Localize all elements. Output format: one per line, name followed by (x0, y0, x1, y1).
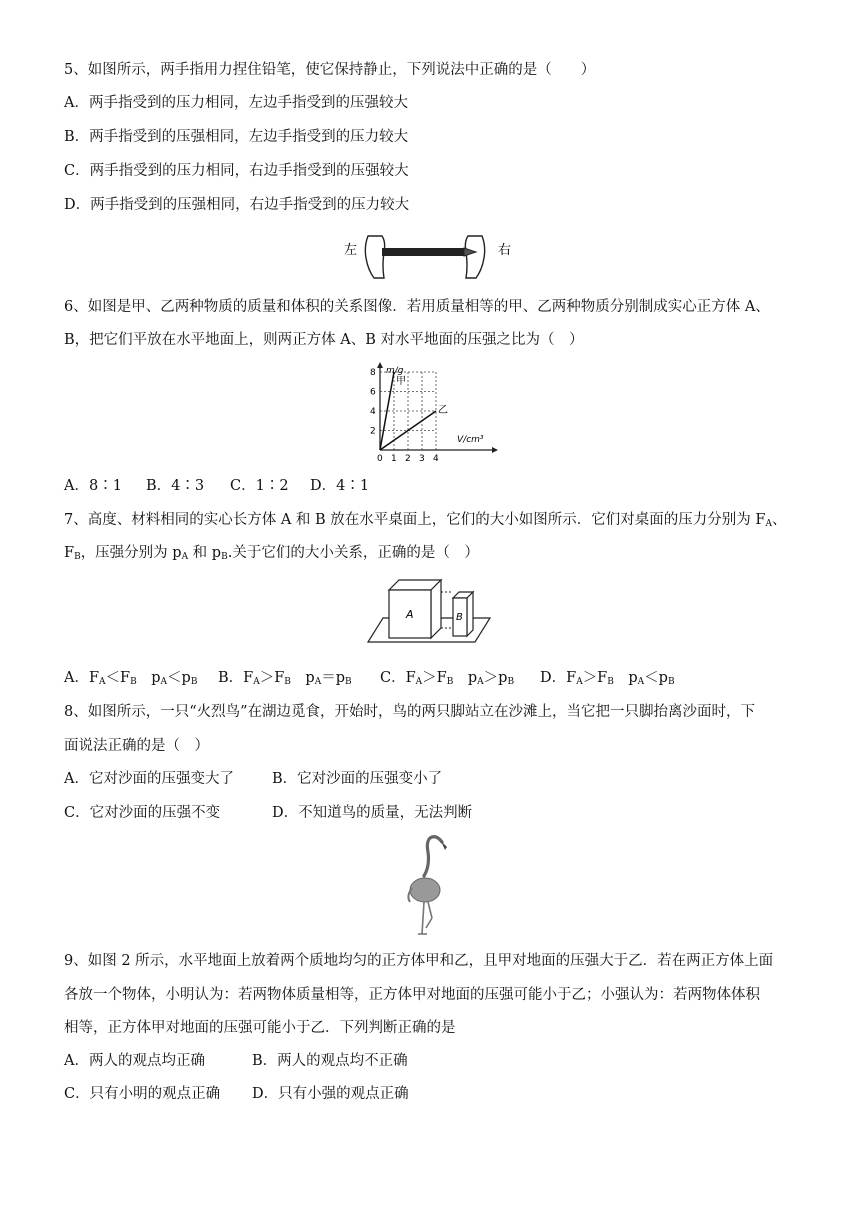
q7-stem-2-sub2: A (181, 552, 189, 562)
pencil-figure (340, 228, 520, 280)
series-label: 甲 (396, 376, 406, 387)
q8-options-row-2 (64, 803, 472, 823)
x-axis-label: V/cm³ (457, 435, 484, 445)
q7-options (64, 668, 675, 692)
y-tick-label: 8 (370, 368, 376, 378)
q6-option-b: B．4∶3 (146, 478, 205, 494)
q7-stem-2-part2: ，压强分别为 p (80, 545, 182, 561)
q7-stem-1-text: 7、高度、材料相同的实心长方体 A 和 B 放在水平桌面上，它们的大小如图所示．它们对桌面的压力分别为 F (64, 512, 766, 528)
q7-stem-2-sub1: B (74, 552, 81, 562)
q9-options-row-2 (64, 1084, 409, 1104)
q7-stem-2-sub3: B (221, 552, 228, 562)
q7-stem-2-part4: .关于它们的大小关系，正确的是（ ） (227, 545, 479, 561)
q8-stem-1: 8、如图所示，一只“火烈鸟”在湖边觅食，开始时，鸟的两只脚站立在沙滩上，当它把一只脚抬离沙面时，下 (64, 704, 756, 720)
x-tick-label: 2 (405, 454, 411, 464)
mass-volume-chart (360, 362, 500, 468)
q9-stem-3: 相等，正方体甲对地面的压强可能小于乙．下列判断正确的是 (64, 1020, 456, 1036)
q9-option-a: A．两人的观点均正确 (64, 1053, 205, 1069)
q6-option-c: C．1∶2 (230, 478, 289, 494)
series-label: 乙 (438, 405, 448, 416)
fig-left-label: 左 (344, 243, 358, 258)
q9-option-c: C．只有小明的观点正确 (64, 1086, 221, 1102)
block-b-label: B (456, 612, 463, 623)
x-tick-label: 0 (377, 454, 383, 464)
q6-stem-2: B，把它们平放在水平地面上，则两正方体 A、B 对水平地面的压强之比为（ ） (64, 332, 584, 348)
q8-option-b: B．它对沙面的压强变小了 (272, 771, 443, 787)
q9-option-d: D．只有小强的观点正确 (252, 1086, 409, 1102)
q7-option-b: B．$F_A>F_B$ $p_A=p_B$ (218, 670, 352, 687)
q7-stem-1-end: 、 (771, 512, 787, 528)
q7-stem-2-part1: F (64, 545, 75, 561)
q5-stem: 5、如图所示，两手指用力捏住铅笔，使它保持静止，下列说法中正确的是（ ） (64, 62, 596, 78)
x-tick-label: 4 (433, 454, 439, 464)
q8-option-d: D．不知道鸟的质量，无法判断 (272, 805, 473, 821)
q8-option-c: C．它对沙面的压强不变 (64, 805, 221, 821)
q7-option-d: D．$F_A>F_B$ $p_A<p_B$ (540, 670, 675, 687)
y-tick-label: 2 (370, 426, 376, 437)
x-tick-label: 1 (391, 454, 397, 464)
q7-option-c: C．$F_A>F_B$ $p_A>p_B$ (380, 670, 515, 687)
q5-option-b: B．两手指受到的压强相同，左边手指受到的压力较大 (64, 129, 409, 145)
block-a-label: A (406, 608, 414, 621)
q7-option-a: A．$F_A<F_B$ $p_A<p_B$ (64, 670, 198, 687)
q8-options-row-1 (64, 769, 442, 789)
q7-stem-2 (64, 543, 479, 567)
series-line (380, 372, 394, 450)
q7-stem-1-sub: A (765, 519, 772, 529)
q9-option-b: B．两人的观点均不正确 (252, 1053, 408, 1069)
y-axis-label: m/g (386, 366, 404, 376)
y-tick-label: 6 (370, 387, 376, 398)
q6-option-a: A．8∶1 (64, 478, 122, 494)
q8-stem-2: 面说法正确的是（ ） (64, 738, 209, 754)
flamingo-figure (400, 832, 460, 940)
q7-stem-1 (64, 510, 786, 534)
q9-stem-1: 9、如图 2 所示，水平地面上放着两个质地均匀的正方体甲和乙，且甲对地面的压强大于乙．若在两正方体上面 (64, 953, 774, 969)
q5-option-d: D．两手指受到的压强相同，右边手指受到的压力较大 (64, 197, 410, 213)
fig-right-label: 右 (498, 243, 512, 258)
blocks-figure (365, 578, 500, 648)
q5-option-c: C．两手指受到的压力相同，右边手指受到的压强较大 (64, 163, 409, 179)
q6-option-d: D．4∶1 (310, 478, 370, 494)
x-tick-label: 3 (419, 454, 425, 464)
q8-option-a: A．它对沙面的压强变大了 (64, 771, 234, 787)
q7-stem-2-part3: 和 p (188, 545, 222, 561)
q9-stem-2: 各放一个物体，小明认为：若两物体质量相等，正方体甲对地面的压强可能小于乙；小强认为：若两物体体积 (64, 987, 760, 1003)
q6-stem-1: 6、如图是甲、乙两种物质的质量和体积的关系图像．若用质量相等的甲、乙两种物质分别制成实心正方体 A、 (64, 299, 770, 315)
q5-option-a: A．两手指受到的压力相同，左边手指受到的压强较大 (64, 95, 408, 111)
q6-options (64, 476, 369, 496)
q9-options-row-1 (64, 1051, 408, 1071)
y-tick-label: 4 (370, 407, 376, 417)
